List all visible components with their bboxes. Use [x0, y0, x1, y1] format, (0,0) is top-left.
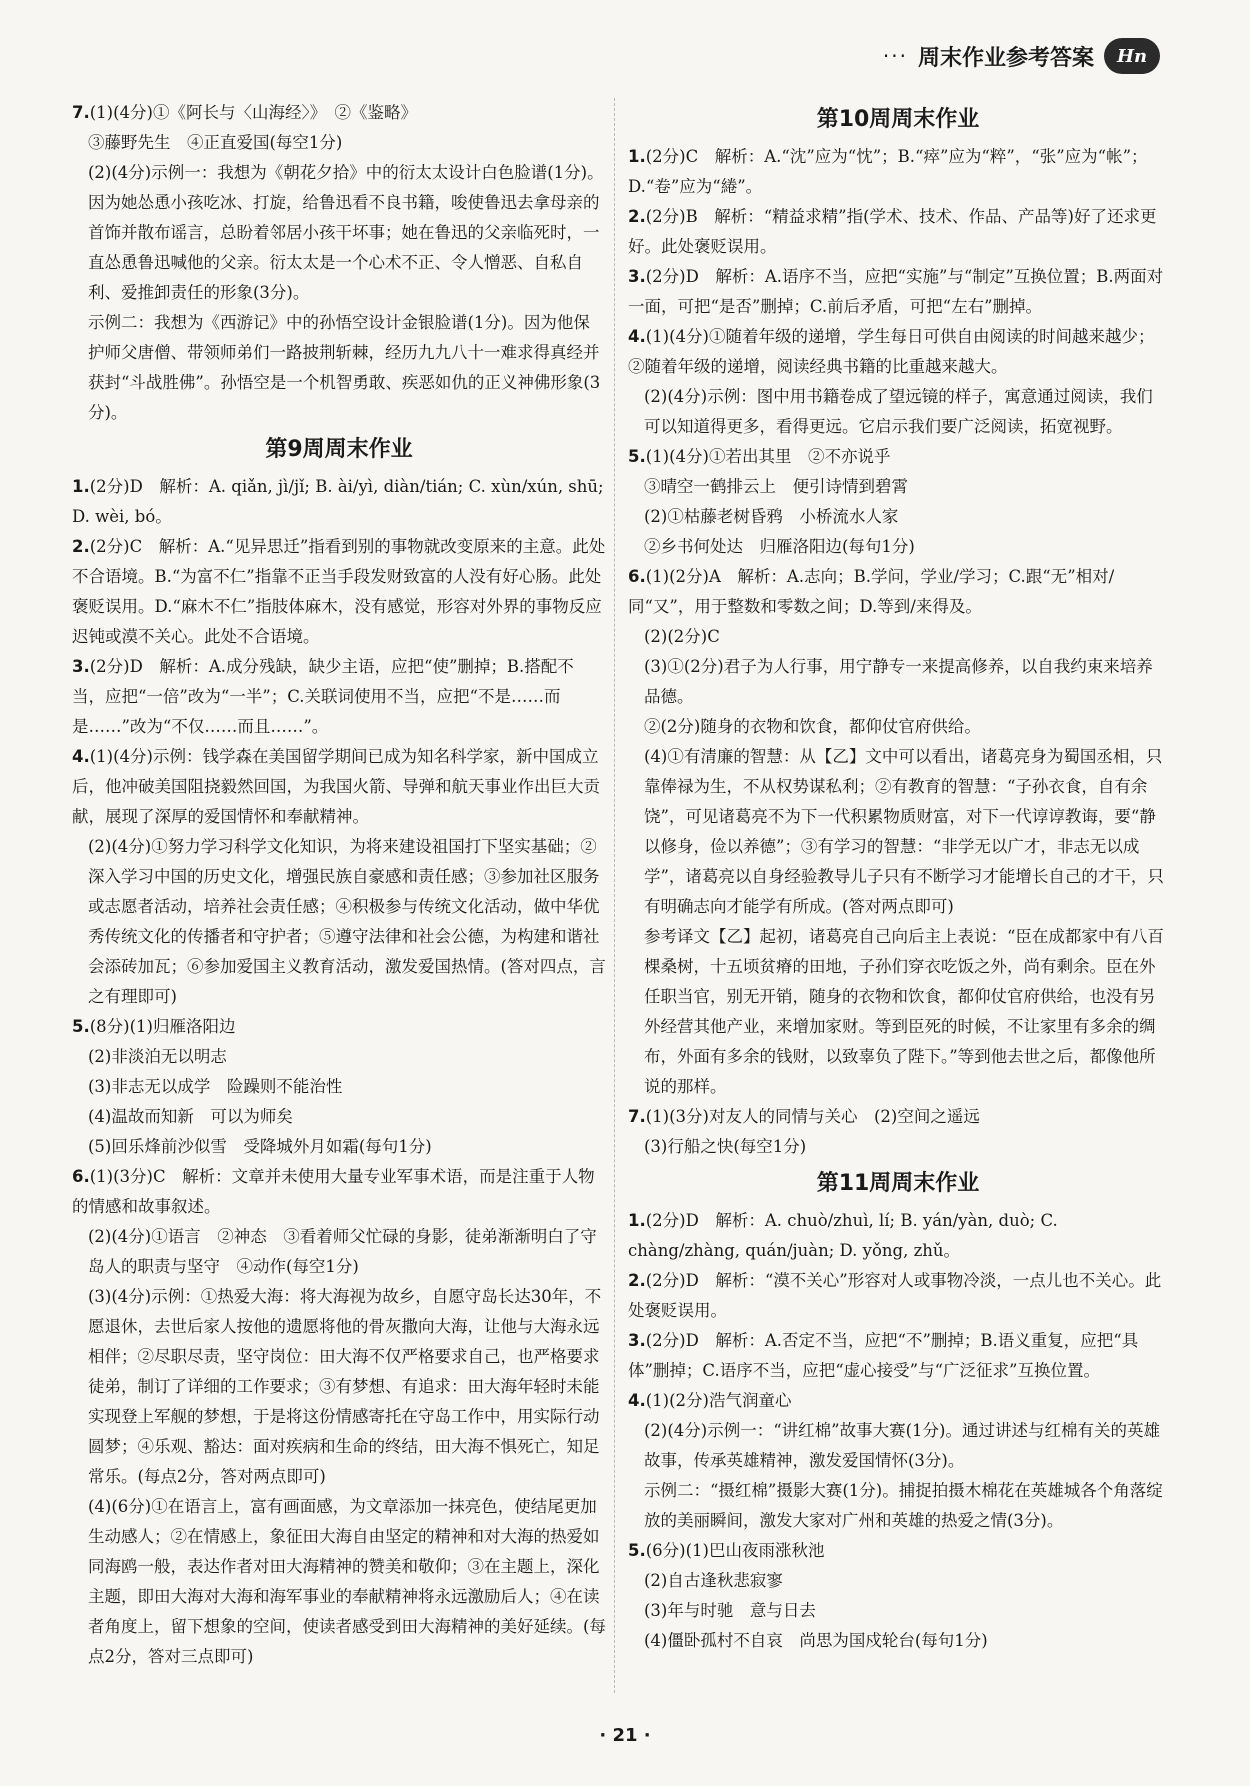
answer-line: 示例二：“摄红棉”摄影大赛(1分)。捕捉拍摄木棉花在英雄城各个角落绽放的美丽瞬间，激发大家对广州和英雄的热爱之情(3分)。 [644, 1481, 1163, 1530]
answer-line: (1)(2分)浩气润童心 [645, 1391, 792, 1410]
answer-text: (2分)C 解析：A.“见异思迁”指看到别的事物就改变原来的主意。此处不合语境。B.“为富不仁”指靠不正当手段发财致富的人没有好心肠。此处褒贬误用。D.“麻木不仁”指肢体麻木，没有感觉，形容对外界的事物反应迟钝或漠不关心。此处不合语境。 [72, 537, 606, 646]
header-title: 周末作业参考答案 [917, 45, 1094, 71]
answer-line: (2)(4分)示例：图中用书籍卷成了望远镜的样子，寓意通过阅读，我们可以知道得更多，看得更远。它启示我们要广泛阅读，拓宽视野。 [644, 387, 1153, 436]
question-number: 5. [628, 447, 646, 466]
right-column [628, 98, 1168, 1656]
answer-line: (1)(2分)A 解析：A.志向；B.学问，学业/学习；C.跟“无”相对/同“又”，用于整数和零数之间；D.等到/来得及。 [628, 567, 1115, 616]
reference-translation: 参考译文【乙】起初，诸葛亮自己向后主上表说：“臣在成都家中有八百棵桑树，十五顷贫瘠的田地，子孙们穿衣吃饭之外，尚有剩余。臣在外任职当官，别无开销，随身的衣物和饮食，都仰仗官府供给，也没有另外经营其他产业，来增加家财。等到臣死的时候，不让家里有多余的绸布，外面有多余的钱财，以致辜负了陛下。”等到他去世之后，都像他所说的那样。 [644, 927, 1164, 1096]
question-5 [628, 442, 1168, 472]
answer-line: (2)非淡泊无以明志 [88, 1047, 227, 1066]
question-number: 2. [628, 1271, 646, 1290]
answer-line: (3)①(2分)君子为人行事，用宁静专一来提高修养，以自我约束来培养品德。 [644, 657, 1153, 706]
question-number: 7. [72, 103, 90, 122]
answer-line: (4)僵卧孤村不自哀 尚思为国戍轮台(每句1分) [644, 1631, 988, 1650]
page-header [883, 38, 1160, 74]
answer-line: (6分)(1)巴山夜雨涨秋池 [645, 1541, 825, 1560]
answer-line: (2)(4分)①努力学习科学文化知识，为将来建设祖国打下坚实基础；②深入学习中国的历史文化，增强民族自豪感和责任感；③参加社区服务或志愿者活动，培养社会责任感；④积极参与传统文化活动，做中华优秀传统文化的传播者和守护者；⑤遵守法律和社会公德，为构建和谐社会添砖加瓦；⑥参加爱国主义教育活动，激发爱国热情。(答对四点，言之有理即可) [88, 837, 606, 1006]
question-6 [628, 562, 1168, 622]
answer-line: ②(2分)随身的衣物和饮食，都仰仗官府供给。 [644, 717, 981, 736]
answer-line: ③晴空一鹤排云上 便引诗情到碧霄 [644, 477, 908, 496]
question-3 [628, 1326, 1168, 1386]
answer-line: (2)①枯藤老树昏鸦 小桥流水人家 [644, 507, 899, 526]
question-number: 2. [628, 207, 646, 226]
question-3 [72, 652, 606, 742]
question-number: 5. [72, 1017, 90, 1036]
section-title-week11: 第11周周末作业 [816, 1171, 980, 1196]
answer-line: (1)(4分)①随着年级的递增，学生每日可供自由阅读的时间越来越少；②随着年级的递增，阅读经典书籍的比重越来越大。 [628, 327, 1155, 376]
answer-text: (2分)D 解析：A.语序不当，应把“实施”与“制定”互换位置；B.两面对一面，可把“是否”删掉；C.前后矛盾，可把“左右”删掉。 [628, 267, 1164, 316]
header-dots: ··· [882, 44, 908, 68]
section-title-week9: 第9周周末作业 [265, 437, 413, 462]
question-number: 3. [628, 267, 646, 286]
question-7 [628, 1102, 1168, 1132]
question-number: 1. [628, 1211, 646, 1230]
question-number: 6. [628, 567, 646, 586]
answer-line: (1)(4分)示例：钱学森在美国留学期间已成为知名科学家，新中国成立后，他冲破美国阻挠毅然回国，为我国火箭、导弹和航天事业作出巨大贡献，展现了深厚的爱国情怀和奉献精神。 [72, 747, 600, 826]
question-number: 1. [628, 147, 646, 166]
answer-line: (2)自古逢秋悲寂寥 [644, 1571, 783, 1590]
question-number: 3. [628, 1331, 646, 1350]
answer-line: ②乡书何处达 归雁洛阳边(每句1分) [644, 537, 915, 556]
question-3 [628, 262, 1168, 322]
question-number: 4. [72, 747, 90, 766]
question-5 [628, 1536, 1168, 1566]
answer-line: (4)①有清廉的智慧：从【乙】文中可以看出，诸葛亮身为蜀国丞相，只靠俸禄为生，不从权势谋私利；②有教育的智慧：“子孙衣食，自有余饶”，可见诸葛亮不为下一代积累物质财富，对下一代谆谆教诲，要“静以修身，俭以养德”；③有学习的智慧：“非学无以广才，非志无以成学”，诸葛亮以自身经验教导儿子只有不断学习才能增长自己的才干，只有明确志向才能学有所成。(答对两点即可) [644, 747, 1164, 916]
question-4 [628, 1386, 1168, 1416]
section-title-week10: 第10周周末作业 [816, 107, 980, 132]
answer-text: (2分)D 解析：A. chuò/zhuì, lí; B. yán/yàn, duò; C. chàng/zhàng, quán/juàn; D. yǒng, zhǔ。 [628, 1211, 1058, 1260]
answer-text: (2分)D 解析：A. qiǎn, jì/jǐ; B. ài/yì, diàn/tián; C. xùn/xún, shū; D. wèi, bó。 [72, 477, 604, 526]
answer-line: (3)行船之快(每空1分) [644, 1137, 807, 1156]
question-number: 4. [628, 1391, 646, 1410]
answer-text: (2分)D 解析：“漠不关心”形容对人或事物冷淡，一点儿也不关心。此处褒贬误用。 [628, 1271, 1162, 1320]
answer-line: (8分)(1)归雁洛阳边 [89, 1017, 236, 1036]
answer-line: (1)(4分)①《阿长与〈山海经〉》 ②《鉴略》 [89, 103, 417, 122]
question-2 [72, 532, 606, 652]
page-number: · 21 · [599, 1725, 651, 1746]
question-1 [628, 142, 1168, 202]
answer-line: (1)(4分)①若出其里 ②不亦说乎 [645, 447, 891, 466]
answer-text: (2分)B 解析：“精益求精”指(学术、技术、作品、产品等)好了还求更好。此处褒贬误用。 [628, 207, 1157, 256]
question-1 [628, 1206, 1168, 1266]
answer-line: (2)(4分)示例一：“讲红棉”故事大赛(1分)。通过讲述与红棉有关的英雄故事，传承英雄精神，激发爱国情怀(3分)。 [644, 1421, 1160, 1470]
question-4 [628, 322, 1168, 382]
column-divider [614, 98, 615, 1693]
question-number: 2. [72, 537, 90, 556]
answer-line: (2)(2分)C [644, 627, 720, 646]
question-number: 6. [72, 1167, 90, 1186]
question-number: 5. [628, 1541, 646, 1560]
answer-line: (4)温故而知新 可以为师矣 [88, 1107, 293, 1126]
answer-line: 示例二：我想为《西游记》中的孙悟空设计金银脸谱(1分)。因为他保护师父唐僧、带领师弟们一路披荆斩棘，经历九九八十一难求得真经并获封“斗战胜佛”。孙悟空是一个机智勇敢、疾恶如仇的正义神佛形象(3分)。 [88, 313, 601, 422]
answer-line: (1)(3分)C 解析：文章并未使用大量专业军事术语，而是注重于人物的情感和故事叙述。 [72, 1167, 595, 1216]
answer-line: (3)非志无以成学 险躁则不能治性 [88, 1077, 343, 1096]
left-column [72, 98, 606, 1672]
answer-text: (2分)C 解析：A.“沈”应为“忱”；B.“瘁”应为“粹”，“张”应为“帐”；D.“卷”应为“綣”。 [628, 147, 1148, 196]
question-2 [628, 1266, 1168, 1326]
question-number: 7. [628, 1107, 646, 1126]
answer-text: (2分)D 解析：A.否定不当，应把“不”删掉；B.语义重复，应把“具体”删掉；C.语序不当，应把“虚心接受”与“广泛征求”互换位置。 [628, 1331, 1139, 1380]
question-4 [72, 742, 606, 832]
question-1 [72, 472, 606, 532]
answer-line: (3)(4分)示例：①热爱大海：将大海视为故乡，自愿守岛长达30年，不愿退休，去世后家人按他的遗愿将他的骨灰撒向大海，让他与大海永远相伴；②尽职尽责，坚守岗位：田大海不仅严格要求自己，也严格要求徒弟，制订了详细的工作要求；③有梦想、有追求：田大海年轻时未能实现登上军舰的梦想，于是将这份情感寄托在守岛工作中，用实际行动圆梦；④乐观、豁达：面对疾病和生命的终结，田大海不惧死亡，知足常乐。(每点2分，答对两点即可) [88, 1287, 602, 1486]
answer-line: (2)(4分)示例一：我想为《朝花夕拾》中的衍太太设计白色脸谱(1分)。因为她怂恿小孩吃冰、打旋，给鲁迅看不良书籍，唆使鲁迅去拿母亲的首饰并散布谣言，总盼着邻居小孩干坏事；她在鲁迅的父亲临死时，一直怂恿鲁迅喊他的父亲。衍太太是一个心术不正、令人憎恶、自私自利、爱推卸责任的形象(3分)。 [88, 163, 604, 302]
brand-logo: Hn [1104, 38, 1160, 74]
answer-line: (4)(6分)①在语言上，富有画面感，为文章添加一抹亮色，使结尾更加生动感人；②在情感上，象征田大海自由坚定的精神和对大海的热爱如同海鸥一般，表达作者对田大海精神的赞美和敬仰；③在主题上，深化主题，即田大海对大海和海军事业的奉献精神将永远激励后人；④在读者角度上，留下想象的空间，使读者感受到田大海精神的美好延续。(每点2分，答对三点即可) [88, 1497, 606, 1666]
answer-line: (3)年与时驰 意与日去 [644, 1601, 816, 1620]
question-7 [72, 98, 606, 128]
answer-line: (1)(3分)对友人的同情与关心 (2)空间之遥远 [645, 1107, 980, 1126]
answer-line: ③藤野先生 ④正直爱国(每空1分) [88, 133, 343, 152]
question-5 [72, 1012, 606, 1042]
answer-line: (5)回乐烽前沙似雪 受降城外月如霜(每句1分) [88, 1137, 432, 1156]
question-number: 1. [72, 477, 90, 496]
answer-line: (2)(4分)①语言 ②神态 ③看着师父忙碌的身影，徒弟渐渐明白了守岛人的职责与坚守 ④动作(每空1分) [88, 1227, 597, 1276]
answer-text: (2分)D 解析：A.成分残缺，缺少主语，应把“使”删掉；B.搭配不当，应把“一倍”改为“一半”；C.关联词使用不当，应把“不是……而是……”改为“不仅……而且……”。 [72, 657, 574, 736]
question-2 [628, 202, 1168, 262]
question-number: 4. [628, 327, 646, 346]
question-6 [72, 1162, 606, 1222]
question-number: 3. [72, 657, 90, 676]
